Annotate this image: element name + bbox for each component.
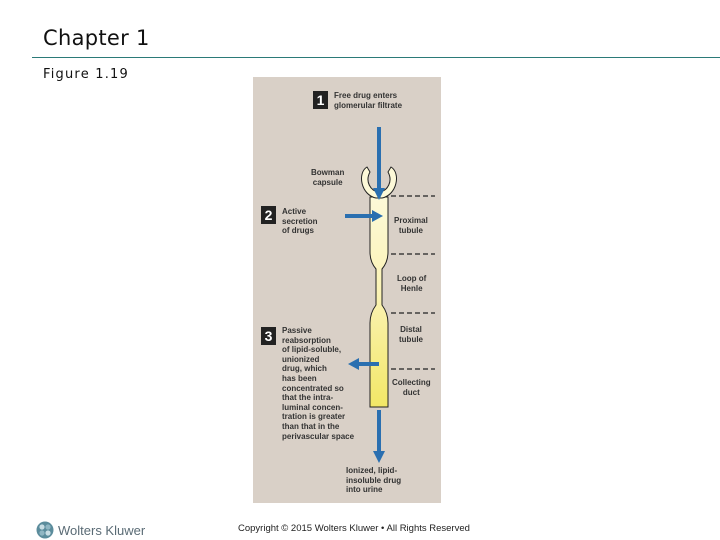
figure-label: Figure 1.19: [43, 67, 129, 82]
bowman-capsule-label: Bowman capsule: [311, 168, 345, 187]
copyright-notice: Copyright © 2015 Wolters Kluwer • All Rights Reserved: [238, 523, 470, 534]
nephron-figure: [253, 77, 441, 503]
step-3-label: Passive reabsorption of lipid-soluble, unionized drug, which has been concentrated so that the intra- luminal concen- tration is greater than that in the perivascular space: [282, 326, 355, 441]
urine-outcome-label: Ionized, lipid- insoluble drug into urine: [346, 466, 402, 495]
step-badge-3: 3: [261, 327, 276, 345]
step-2-label: Active secretion of drugs: [282, 207, 318, 236]
collecting-duct-label: Collecting duct: [392, 378, 431, 397]
distal-tubule-label: Distal tubule: [399, 325, 423, 344]
proximal-tubule-label: Proximal tubule: [394, 216, 428, 235]
chapter-title: Chapter 1: [43, 26, 150, 50]
nephron-tubule: [370, 197, 388, 407]
loop-of-henle-label: Loop of Henle: [397, 274, 427, 293]
brand-logo: [36, 520, 145, 540]
brand-name: Wolters Kluwer: [58, 522, 146, 538]
step-badge-1: 1: [313, 91, 328, 109]
step-badge-2: 2: [261, 206, 276, 224]
step-1-label: Free drug enters glomerular filtrate: [334, 91, 403, 110]
wolters-kluwer-logo-icon: [36, 521, 54, 539]
excretion-arrowhead: [373, 451, 385, 463]
title-divider: [32, 57, 720, 58]
